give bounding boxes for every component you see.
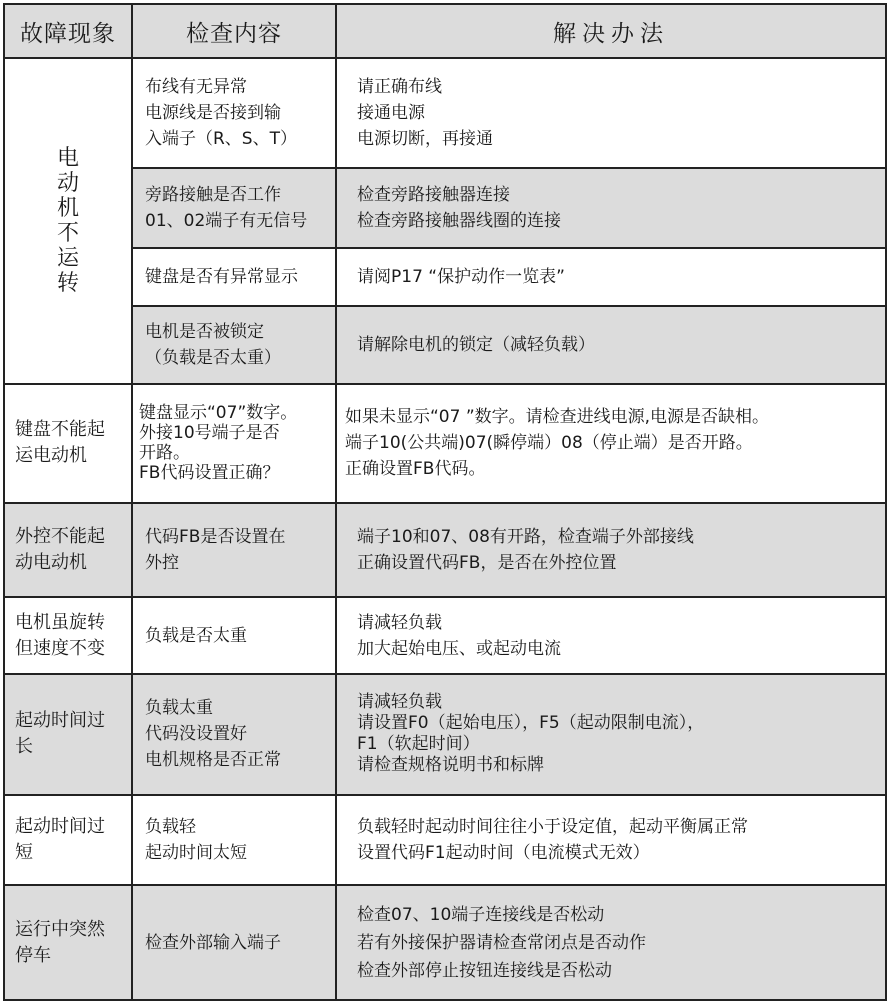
symptom-line: 运行中突然 bbox=[15, 918, 105, 940]
solution-line: 正确设置代码FB，是否在外控位置 bbox=[357, 553, 617, 574]
symptom-cell bbox=[4, 503, 132, 598]
symptom-line: 但速度不变 bbox=[15, 637, 105, 659]
check-cell bbox=[132, 248, 336, 305]
table-row bbox=[4, 674, 886, 795]
table-row bbox=[4, 168, 886, 249]
solution-line: 端子10(公共端)07(瞬停端）08（停止端）是否开路。 bbox=[345, 433, 753, 454]
symptom-line: 运电动机 bbox=[15, 445, 87, 467]
solution-line: F1（软起时间） bbox=[357, 734, 480, 755]
symptom-char: 动 bbox=[56, 171, 79, 197]
header-solution: 解决办法 bbox=[336, 4, 886, 58]
solution-line: 检查07、10端子连接线是否松动 bbox=[357, 904, 605, 925]
solution-line: 接通电源 bbox=[357, 102, 425, 123]
symptom-line: 起动时间过 bbox=[15, 710, 105, 732]
check-cell bbox=[132, 58, 336, 168]
symptom-cell bbox=[4, 795, 132, 886]
table-row bbox=[4, 795, 886, 886]
solution-line: 检查旁路接触器线圈的连接 bbox=[357, 210, 561, 231]
symptom-line: 外控不能起 bbox=[15, 526, 105, 548]
solution-line: 请检查规格说明书和标牌 bbox=[357, 755, 544, 776]
check-cell bbox=[132, 885, 336, 1000]
check-line: 检查外部输入端子 bbox=[145, 932, 281, 953]
check-line: 键盘是否有异常显示 bbox=[145, 266, 298, 287]
solution-line: 请正确布线 bbox=[357, 76, 442, 97]
solution-line: 请减轻负载 bbox=[357, 692, 442, 713]
check-line: 外控 bbox=[145, 553, 179, 574]
check-line: 布线有无异常 bbox=[145, 76, 247, 97]
solution-line: 请解除电机的锁定（减轻负载） bbox=[357, 334, 595, 355]
solution-line: 检查外部停止按钮连接线是否松动 bbox=[357, 960, 612, 981]
check-line: 负载太重 bbox=[145, 698, 213, 719]
check-cell bbox=[132, 168, 336, 249]
solution-cell bbox=[336, 58, 886, 168]
symptom-char: 转 bbox=[56, 271, 79, 297]
table-row bbox=[4, 248, 886, 305]
symptom-line: 起动时间过 bbox=[15, 815, 105, 837]
check-line: 负载轻 bbox=[145, 816, 196, 837]
solution-line: 如果未显示“07 ”数字。请检查进线电源,电源是否缺相。 bbox=[345, 407, 770, 428]
check-line: 代码FB是否设置在 bbox=[145, 527, 286, 548]
check-line: 电机规格是否正常 bbox=[145, 750, 281, 771]
symptom-cell bbox=[4, 885, 132, 1000]
solution-line: 负载轻时起动时间往往小于设定值，起动平衡属正常 bbox=[357, 816, 748, 837]
symptom-motor-not-running bbox=[4, 58, 132, 384]
header-check: 检查内容 bbox=[132, 4, 336, 58]
check-line: （负载是否太重） bbox=[145, 347, 281, 368]
solution-line: 设置代码F1起动时间（电流模式无效） bbox=[357, 842, 650, 863]
solution-cell bbox=[336, 503, 886, 598]
solution-line: 若有外接保护器请检查常闭点是否动作 bbox=[357, 932, 646, 953]
solution-cell bbox=[336, 384, 886, 503]
symptom-line: 短 bbox=[15, 841, 33, 863]
table-row bbox=[4, 306, 886, 385]
solution-line: 请阅P17 “保护动作一览表” bbox=[357, 266, 565, 287]
header-row bbox=[4, 4, 886, 58]
symptom-line: 电机虽旋转 bbox=[15, 611, 105, 633]
solution-line: 电源切断，再接通 bbox=[357, 128, 493, 149]
check-line: 开路。 bbox=[139, 443, 190, 464]
symptom-cell bbox=[4, 384, 132, 503]
solution-cell bbox=[336, 248, 886, 305]
check-line: 负载是否太重 bbox=[145, 625, 247, 646]
symptom-line: 停车 bbox=[15, 944, 51, 966]
check-cell bbox=[132, 384, 336, 503]
check-cell bbox=[132, 503, 336, 598]
solution-cell bbox=[336, 597, 886, 673]
symptom-char: 电 bbox=[56, 146, 79, 172]
table-row bbox=[4, 503, 886, 598]
solution-line: 端子10和07、08有开路，检查端子外部接线 bbox=[357, 527, 694, 548]
check-line: 旁路接触是否工作 bbox=[145, 184, 281, 205]
header-symptom: 故障现象 bbox=[4, 4, 132, 58]
check-cell bbox=[132, 306, 336, 385]
check-cell bbox=[132, 674, 336, 795]
table-row bbox=[4, 384, 886, 503]
check-line: 键盘显示“07”数字。 bbox=[139, 403, 298, 424]
solution-cell bbox=[336, 674, 886, 795]
solution-line: 检查旁路接触器连接 bbox=[357, 184, 510, 205]
solution-cell bbox=[336, 168, 886, 249]
check-line: 代码没设置好 bbox=[145, 724, 247, 745]
check-cell bbox=[132, 795, 336, 886]
troubleshooting-table bbox=[3, 3, 887, 1001]
symptom-line: 长 bbox=[15, 736, 33, 758]
solution-line: 请减轻负载 bbox=[357, 612, 442, 633]
check-line: 起动时间太短 bbox=[145, 842, 247, 863]
solution-cell bbox=[336, 795, 886, 886]
solution-line: 请设置F0（起始电压），F5（起动限制电流）， bbox=[357, 713, 705, 734]
check-line: 入端子（R、S、T） bbox=[145, 128, 297, 149]
check-line: 电机是否被锁定 bbox=[145, 321, 264, 342]
check-line: 外接10号端子是否 bbox=[139, 423, 280, 444]
solution-line: 加大起始电压、或起动电流 bbox=[357, 638, 561, 659]
symptom-char: 机 bbox=[56, 196, 79, 222]
symptom-char: 不 bbox=[56, 221, 79, 247]
symptom-char: 运 bbox=[56, 246, 79, 272]
solution-line: 正确设置FB代码。 bbox=[345, 459, 486, 480]
symptom-cell bbox=[4, 597, 132, 673]
table-row bbox=[4, 885, 886, 1000]
table-row bbox=[4, 597, 886, 673]
check-cell bbox=[132, 597, 336, 673]
check-line: 电源线是否接到输 bbox=[145, 102, 281, 123]
symptom-line: 动电动机 bbox=[15, 552, 87, 574]
check-line: 01、02端子有无信号 bbox=[145, 210, 308, 231]
symptom-cell bbox=[4, 674, 132, 795]
table-row bbox=[4, 58, 886, 168]
solution-cell bbox=[336, 885, 886, 1000]
solution-cell bbox=[336, 306, 886, 385]
check-line: FB代码设置正确？ bbox=[139, 463, 280, 484]
symptom-line: 键盘不能起 bbox=[15, 419, 105, 441]
